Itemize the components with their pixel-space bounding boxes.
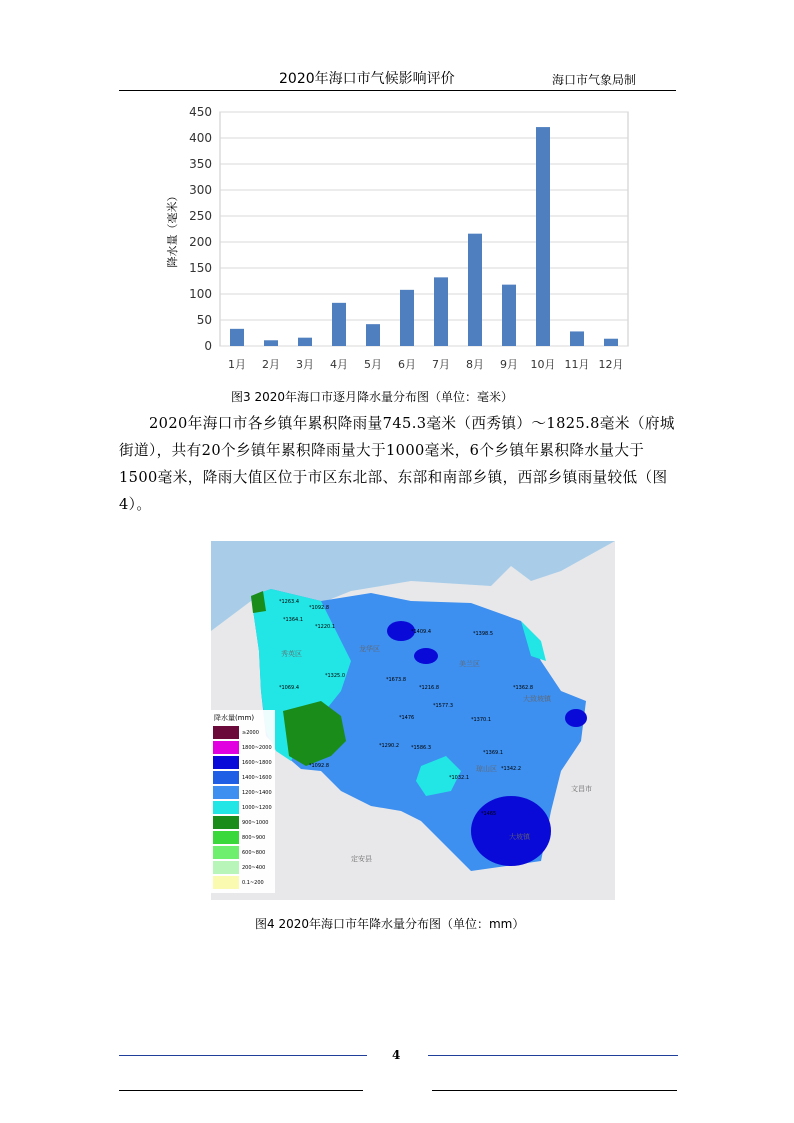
bar-3 bbox=[298, 338, 312, 346]
x-tick-label: 8月 bbox=[466, 358, 484, 371]
district-label: 文昌市 bbox=[571, 785, 592, 793]
header-org: 海口市气象局制 bbox=[552, 73, 637, 87]
y-tick-label: 100 bbox=[189, 287, 212, 301]
legend-row bbox=[213, 785, 273, 800]
legend-title: 降水量(mm) bbox=[214, 714, 255, 722]
plot-frame bbox=[220, 112, 628, 346]
x-tick-label: 4月 bbox=[330, 358, 348, 371]
figure4-caption: 图4 2020年海口市年降水量分布图（单位：mm） bbox=[255, 917, 525, 931]
station-value: *1465 bbox=[481, 811, 497, 817]
legend-swatch bbox=[213, 831, 239, 844]
legend-label: 1600~1800 bbox=[242, 759, 272, 766]
legend-label: 1000~1200 bbox=[242, 804, 272, 811]
station-value: *1476 bbox=[399, 715, 415, 721]
bar-1 bbox=[230, 329, 244, 346]
station-value: *1032.1 bbox=[449, 775, 469, 781]
station-value: *1290.2 bbox=[379, 743, 399, 749]
x-tick-label: 3月 bbox=[296, 358, 314, 371]
station-value: *1577.3 bbox=[433, 703, 453, 709]
legend-row bbox=[213, 875, 273, 890]
station-value: *1398.5 bbox=[473, 631, 493, 637]
bar-7 bbox=[434, 277, 448, 346]
footer-rule-top-right bbox=[428, 1055, 678, 1056]
bar-5 bbox=[366, 324, 380, 346]
y-tick-label: 350 bbox=[189, 157, 212, 171]
x-tick-label: 11月 bbox=[564, 358, 590, 371]
legend-label: 200~400 bbox=[242, 864, 266, 871]
legend-swatch bbox=[213, 816, 239, 829]
y-tick-label: 150 bbox=[189, 261, 212, 275]
station-value: *1409.4 bbox=[411, 629, 431, 635]
district-label: 美兰区 bbox=[459, 660, 480, 668]
x-tick-label: 10月 bbox=[530, 358, 556, 371]
station-value: *1092.8 bbox=[309, 605, 329, 611]
legend-label: 600~800 bbox=[242, 849, 266, 856]
station-value: *1069.4 bbox=[279, 685, 299, 691]
legend-label: 1800~2000 bbox=[242, 744, 272, 751]
legend-swatch bbox=[213, 786, 239, 799]
footer-rule-top-left bbox=[119, 1055, 367, 1056]
legend-label: 1200~1400 bbox=[242, 789, 272, 796]
legend-swatch bbox=[213, 771, 239, 784]
legend-row bbox=[213, 800, 273, 815]
x-tick-label: 6月 bbox=[398, 358, 416, 371]
bar-2 bbox=[264, 340, 278, 346]
station-value: *1370.1 bbox=[471, 717, 491, 723]
district-label: 大致坡镇 bbox=[523, 695, 551, 703]
footer-rule-bottom-left bbox=[119, 1090, 363, 1091]
body-paragraph: 2020年海口市各乡镇年累积降雨量745.3毫米（西秀镇）～1825.8毫米（府城街道），共有20个乡镇年累积降雨量大于1000毫米，6个乡镇年累积降水量大于1500毫米，降雨大值区位于市区东北部、东部和南部乡镇，西部乡镇雨量较低（图4）。 bbox=[119, 415, 675, 513]
district-label: 定安县 bbox=[351, 855, 372, 863]
x-tick-label: 5月 bbox=[364, 358, 382, 371]
legend-row bbox=[213, 845, 273, 860]
map-legend bbox=[211, 710, 275, 893]
legend-row bbox=[213, 860, 273, 875]
map-dark-south bbox=[471, 796, 551, 866]
bar-12 bbox=[604, 339, 618, 346]
station-value: *1092.8 bbox=[309, 763, 329, 769]
district-label: 秀英区 bbox=[281, 650, 302, 658]
legend-label: 1400~1600 bbox=[242, 774, 272, 781]
station-value: *1325.0 bbox=[325, 673, 345, 679]
x-tick-label: 2月 bbox=[262, 358, 280, 371]
page-number: 4 bbox=[392, 1048, 401, 1062]
station-value: *1263.4 bbox=[279, 599, 299, 605]
y-axis-label: 降水量（毫米） bbox=[166, 190, 179, 268]
x-tick-label: 12月 bbox=[598, 358, 624, 371]
map-dark-east bbox=[565, 709, 587, 727]
district-label: 大坡镇 bbox=[509, 833, 530, 841]
legend-swatch bbox=[213, 801, 239, 814]
legend-swatch bbox=[213, 756, 239, 769]
legend-row bbox=[213, 755, 273, 770]
bar-8 bbox=[468, 234, 482, 346]
station-value: *1369.1 bbox=[483, 750, 503, 756]
legend-label: 0.1~200 bbox=[242, 879, 264, 886]
legend-row bbox=[213, 725, 273, 740]
station-value: *1342.2 bbox=[501, 766, 521, 772]
legend-label: ≥2000 bbox=[242, 729, 259, 736]
y-tick-label: 50 bbox=[196, 313, 212, 327]
monthly-precip-chart bbox=[150, 100, 640, 380]
y-tick-label: 200 bbox=[189, 235, 212, 249]
header-title: 2020年海口市气候影响评价 bbox=[279, 71, 455, 87]
legend-row bbox=[213, 830, 273, 845]
x-tick-label: 1月 bbox=[228, 358, 246, 371]
y-tick-label: 450 bbox=[189, 105, 212, 119]
map-dark-center bbox=[414, 648, 438, 664]
legend-label: 800~900 bbox=[242, 834, 266, 841]
y-tick-label: 400 bbox=[189, 131, 212, 145]
legend-row bbox=[213, 740, 273, 755]
station-value: *1586.3 bbox=[411, 745, 431, 751]
x-tick-label: 9月 bbox=[500, 358, 518, 371]
station-value: *1673.8 bbox=[386, 677, 406, 683]
y-tick-label: 0 bbox=[204, 339, 212, 353]
legend-swatch bbox=[213, 861, 239, 874]
bar-9 bbox=[502, 285, 516, 346]
legend-swatch bbox=[213, 726, 239, 739]
header-rule bbox=[119, 90, 676, 91]
legend-row bbox=[213, 770, 273, 785]
legend-label: 900~1000 bbox=[242, 819, 269, 826]
station-value: *1362.8 bbox=[513, 685, 533, 691]
bar-4 bbox=[332, 303, 346, 346]
legend-swatch bbox=[213, 876, 239, 889]
district-label: 琼山区 bbox=[476, 765, 497, 773]
y-tick-label: 300 bbox=[189, 183, 212, 197]
footer-rule-bottom-right bbox=[432, 1090, 677, 1091]
legend-row bbox=[213, 815, 273, 830]
legend-swatch bbox=[213, 741, 239, 754]
figure3-caption: 图3 2020年海口市逐月降水量分布图（单位：毫米） bbox=[231, 390, 513, 404]
station-value: *1220.1 bbox=[315, 624, 335, 630]
legend-swatch bbox=[213, 846, 239, 859]
station-value: *1216.8 bbox=[419, 685, 439, 691]
x-tick-label: 7月 bbox=[432, 358, 450, 371]
district-label: 龙华区 bbox=[359, 645, 380, 653]
station-value: *1364.1 bbox=[283, 617, 303, 623]
bar-6 bbox=[400, 290, 414, 346]
bar-10 bbox=[536, 127, 550, 346]
y-tick-label: 250 bbox=[189, 209, 212, 223]
bar-11 bbox=[570, 331, 584, 346]
